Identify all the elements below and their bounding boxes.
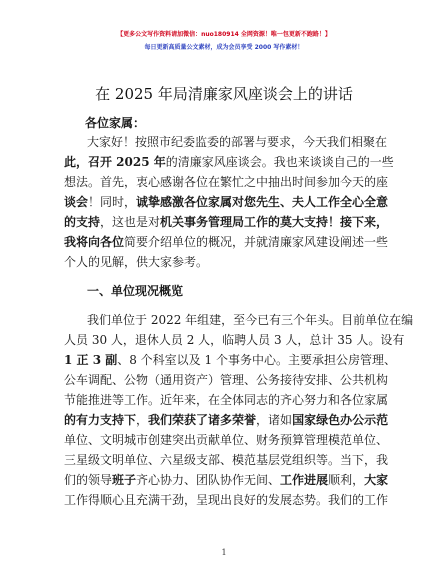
text-run: 齐心协力、团队协作无间、 <box>136 473 281 487</box>
bold-text-run: 国家绿色办公示范 <box>292 413 389 427</box>
text-run: 想法。首先，衷心感谢各位在繁忙之中抽出时间参加今天的座 <box>64 175 389 189</box>
text-line <box>64 214 389 230</box>
text-line <box>64 372 389 388</box>
bold-text-run: 此，召开 2025 年 <box>64 155 166 169</box>
text-line <box>64 432 389 448</box>
text-line <box>64 352 396 368</box>
text-line <box>64 332 405 348</box>
bold-text-run: 谈会 <box>64 195 89 209</box>
text-run: 顺利， <box>328 473 365 487</box>
text-line <box>64 452 389 468</box>
bold-text-run: 班子 <box>112 473 137 487</box>
salutation: 各位家属： <box>85 116 146 130</box>
text-run: 节能推进等工作。近年来，在全体同志的齐心努力和各位家属 <box>64 393 389 407</box>
text-run: 我们单位于 2022 年组建，至今已有三个年头。目前单位在编 <box>87 313 414 327</box>
text-line <box>87 312 414 328</box>
bold-text-run: 我们荣获了诸多荣誉 <box>148 413 257 427</box>
bold-text-run: 对您先生、夫人工作全心全意 <box>232 195 389 209</box>
bold-text-run: 的支持 <box>64 215 101 229</box>
document-title: 在 2025 年局清廉家风座谈会上的讲话 <box>95 85 353 103</box>
promo-line-1: 【更多公文写作资料请加微信：nuo180914 全网资源！唯一包更新不跑路！】 <box>117 31 331 38</box>
text-run: 个人的见解，供大家参考。 <box>64 255 209 269</box>
text-run: 们的领导 <box>64 473 113 487</box>
text-line <box>64 174 389 190</box>
text-run: ， <box>136 413 149 427</box>
bold-text-run: 大家 <box>364 473 389 487</box>
bold-text-run: 机关事务管理局工作的莫大支持！接下来， <box>160 215 389 229</box>
text-run: 三星级文明单位、六星级支部、模范基层党组织等。当下，我 <box>64 453 389 467</box>
text-run: 单位、文明城市创建突出贡献单位、财务预算管理模范单位、 <box>64 433 389 447</box>
text-line <box>64 492 389 508</box>
section-heading: 一、单位现况概览 <box>87 284 184 298</box>
text-line <box>64 472 389 488</box>
page-number: 1 <box>221 548 227 557</box>
text-line <box>64 392 389 408</box>
text-run: ！同时， <box>88 195 137 209</box>
text-line <box>64 194 389 210</box>
text-run: 公车调配、公物（通用资产）管理、公务接待安排、公共机构 <box>64 373 389 387</box>
text-run: ，诸如 <box>256 413 293 427</box>
text-line <box>87 134 388 150</box>
text-run: 的清廉家风座谈会。我也来谈谈自己的一些 <box>165 155 394 169</box>
promo-line-2: 每日更新高质量公文素材，成为会员享受 2000 写作素材！ <box>144 44 304 51</box>
text-line <box>64 254 384 270</box>
bold-text-run: 的有力支持下 <box>64 413 137 427</box>
bold-text-run: 我将向各位 <box>64 235 125 249</box>
text-run: 、8 个科室以及 1 个事务中心。主要承担公房管理、 <box>117 353 396 367</box>
text-line <box>64 154 394 170</box>
bold-text-run: 诚挚感激各位家属 <box>136 195 233 209</box>
bold-text-run: 1 正 3 副 <box>64 353 118 367</box>
text-run: ，这也是对 <box>100 215 161 229</box>
text-run: 人员 30 人，退休人员 2 人，临聘人员 3 人，总计 35 人。设有 <box>64 333 405 347</box>
text-run: 大家好！按照市纪委监委的部署与要求，今天我们相聚在 <box>87 135 388 149</box>
text-line <box>64 234 389 250</box>
bold-text-run: 工作进展 <box>280 473 329 487</box>
text-run: 简要介绍单位的概况，并就清廉家风建设阐述一些 <box>124 235 389 249</box>
text-run: 工作得顺心且充满干劲，呈现出良好的发展态势。我们的工作 <box>64 493 389 507</box>
text-line <box>64 412 389 428</box>
